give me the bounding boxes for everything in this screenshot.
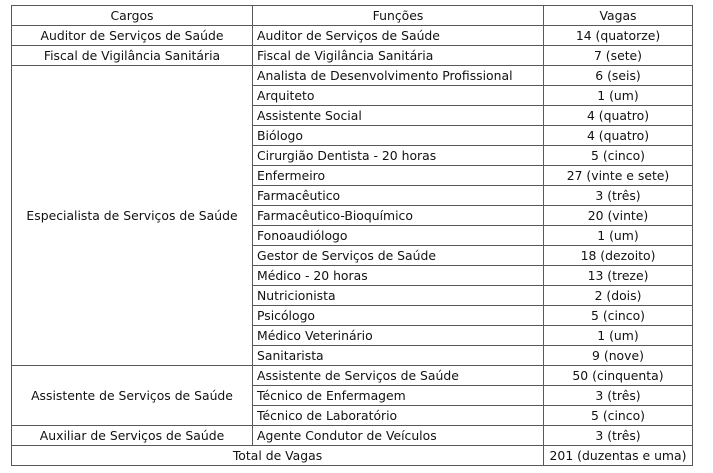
table-row	[12, 26, 693, 46]
funcao-cell: Médico - 20 horas	[253, 266, 544, 286]
funcao-cell: Médico Veterinário	[253, 326, 544, 346]
funcao-cell: Agente Condutor de Veículos	[253, 426, 544, 446]
funcao-cell: Psicólogo	[253, 306, 544, 326]
funcao-cell: Nutricionista	[253, 286, 544, 306]
funcao-cell: Enfermeiro	[253, 166, 544, 186]
header-cargos: Cargos	[12, 6, 253, 26]
vagas-cell: 1 (um)	[544, 326, 693, 346]
vagas-cell: 6 (seis)	[544, 66, 693, 86]
header-funcoes: Funções	[253, 6, 544, 26]
funcao-cell: Assistente Social	[253, 106, 544, 126]
funcao-cell: Técnico de Enfermagem	[253, 386, 544, 406]
table-body	[12, 26, 693, 446]
vagas-cell: 3 (três)	[544, 186, 693, 206]
vagas-cell: 5 (cinco)	[544, 306, 693, 326]
header-row	[12, 6, 693, 26]
vagas-cell: 18 (dezoito)	[544, 246, 693, 266]
total-value: 201 (duzentas e uma)	[544, 446, 693, 466]
vagas-cell: 20 (vinte)	[544, 206, 693, 226]
funcao-cell: Arquiteto	[253, 86, 544, 106]
cargo-cell: Especialista de Serviços de Saúde	[12, 66, 253, 366]
vagas-cell: 9 (nove)	[544, 346, 693, 366]
table-row	[12, 426, 693, 446]
funcao-cell: Analista de Desenvolvimento Profissional	[253, 66, 544, 86]
funcao-cell: Biólogo	[253, 126, 544, 146]
vagas-cell: 1 (um)	[544, 226, 693, 246]
table-row	[12, 46, 693, 66]
vagas-cell: 14 (quatorze)	[544, 26, 693, 46]
vagas-cell: 5 (cinco)	[544, 406, 693, 426]
vagas-cell: 5 (cinco)	[544, 146, 693, 166]
cargo-cell: Assistente de Serviços de Saúde	[12, 366, 253, 426]
funcao-cell: Farmacêutico-Bioquímico	[253, 206, 544, 226]
table-row	[12, 366, 693, 386]
cargo-cell: Auditor de Serviços de Saúde	[12, 26, 253, 46]
funcao-cell: Auditor de Serviços de Saúde	[253, 26, 544, 46]
header-vagas: Vagas	[544, 6, 693, 26]
cargo-cell: Auxiliar de Serviços de Saúde	[12, 426, 253, 446]
funcao-cell: Sanitarista	[253, 346, 544, 366]
vagas-cell: 4 (quatro)	[544, 126, 693, 146]
vagas-table-container	[11, 5, 693, 466]
vagas-cell: 50 (cinquenta)	[544, 366, 693, 386]
table-row	[12, 66, 693, 86]
vagas-cell: 3 (três)	[544, 386, 693, 406]
total-label: Total de Vagas	[12, 446, 544, 466]
funcao-cell: Fonoaudiólogo	[253, 226, 544, 246]
funcao-cell: Farmacêutico	[253, 186, 544, 206]
funcao-cell: Cirurgião Dentista - 20 horas	[253, 146, 544, 166]
vagas-cell: 2 (dois)	[544, 286, 693, 306]
vagas-cell: 3 (três)	[544, 426, 693, 446]
vagas-table	[11, 5, 693, 466]
cargo-cell: Fiscal de Vigilância Sanitária	[12, 46, 253, 66]
funcao-cell: Técnico de Laboratório	[253, 406, 544, 426]
vagas-cell: 1 (um)	[544, 86, 693, 106]
total-row	[12, 446, 693, 466]
vagas-cell: 27 (vinte e sete)	[544, 166, 693, 186]
funcao-cell: Gestor de Serviços de Saúde	[253, 246, 544, 266]
vagas-cell: 7 (sete)	[544, 46, 693, 66]
funcao-cell: Fiscal de Vigilância Sanitária	[253, 46, 544, 66]
funcao-cell: Assistente de Serviços de Saúde	[253, 366, 544, 386]
vagas-cell: 4 (quatro)	[544, 106, 693, 126]
vagas-cell: 13 (treze)	[544, 266, 693, 286]
